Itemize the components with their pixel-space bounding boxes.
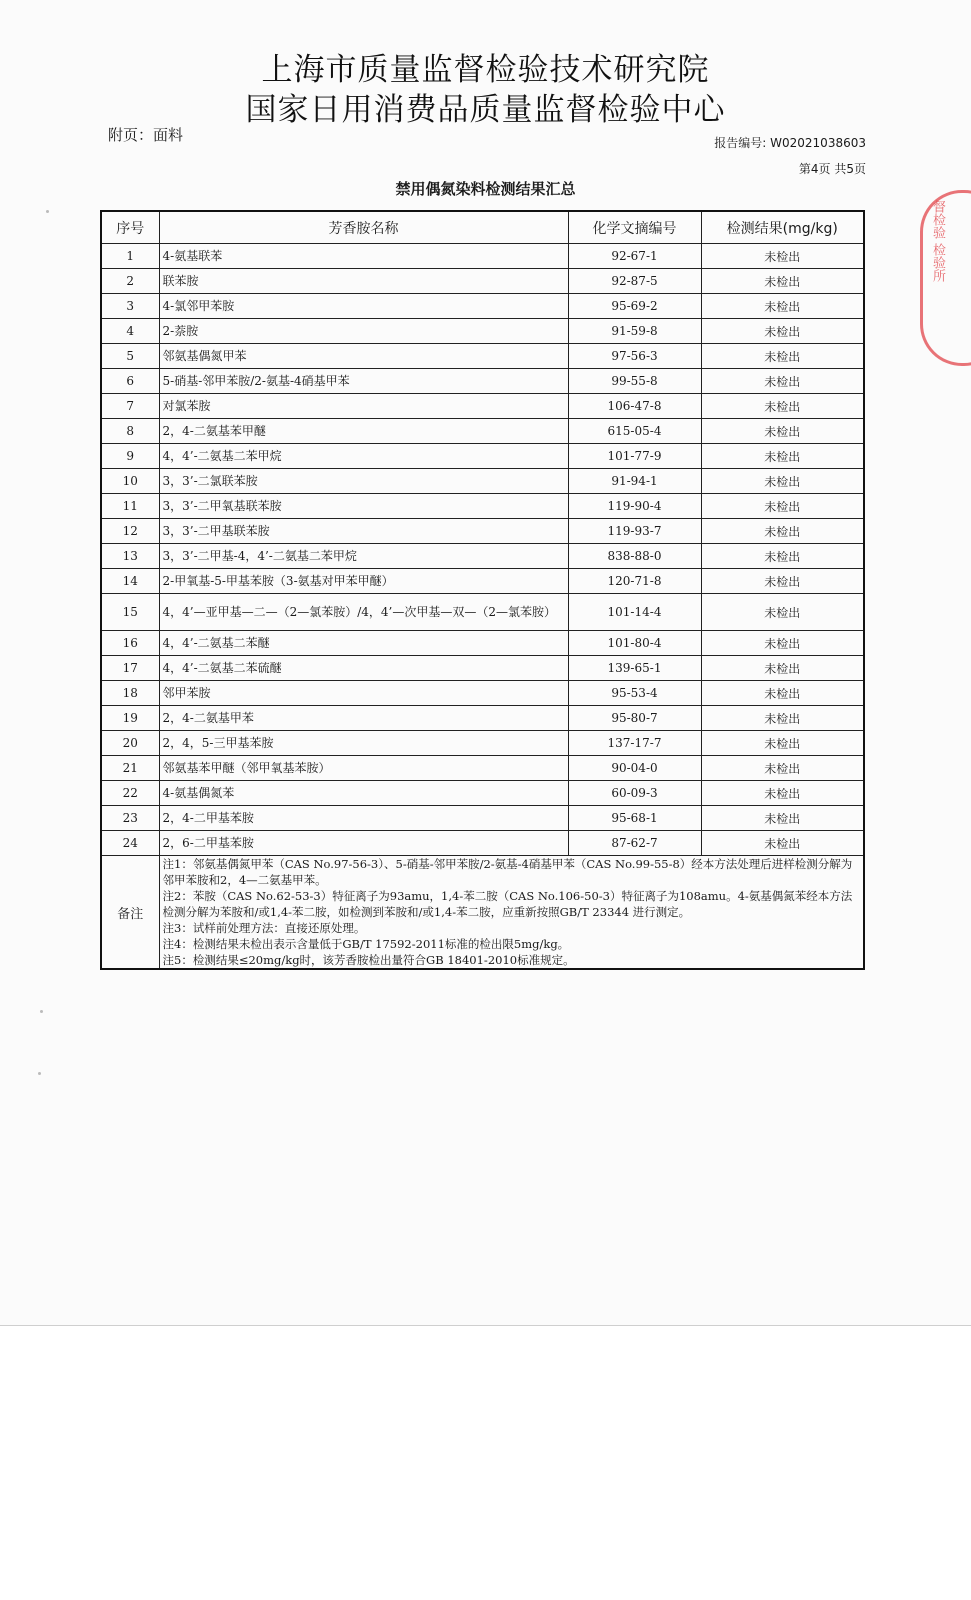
row-no: 10	[101, 469, 159, 494]
amine-name: 4，4’-二氨基二苯甲烷	[159, 444, 568, 469]
row-no: 15	[101, 594, 159, 631]
note-2: 注2：苯胺（CAS No.62-53-3）特征离子为93amu，1,4-苯二胺（CAS No.106-50-3）特征离子为108amu。4-氨基偶氮苯经本方法检测分解为苯胺和/或1,4-苯二胺，如检测到苯胺和/或1,4-苯二胺，应重新按照GB/T 23344 进行测定。	[162, 889, 853, 919]
note-5: 注5：检测结果≤20mg/kg时，该芳香胺检出量符合GB 18401-2010标准规定。	[162, 953, 575, 967]
column-header-cas: 化学文摘编号	[568, 211, 701, 244]
cas-number: 106-47-8	[568, 394, 701, 419]
scan-speck	[38, 1072, 41, 1075]
table-row	[101, 756, 864, 781]
results-table	[100, 210, 865, 970]
scan-speck	[40, 1010, 43, 1013]
row-no: 18	[101, 681, 159, 706]
table-row	[101, 269, 864, 294]
amine-name: 2，6-二甲基苯胺	[159, 831, 568, 856]
cas-number: 137-17-7	[568, 731, 701, 756]
row-no: 16	[101, 631, 159, 656]
test-result: 未检出	[701, 706, 864, 731]
notes-label: 备注	[101, 856, 159, 970]
row-no: 21	[101, 756, 159, 781]
institute-title: 上海市质量监督检验技术研究院	[261, 52, 710, 88]
cas-number: 92-87-5	[568, 269, 701, 294]
cas-number: 60-09-3	[568, 781, 701, 806]
center-title: 国家日用消费品质量监督检验中心	[245, 92, 726, 128]
cas-number: 615-05-4	[568, 419, 701, 444]
cas-number: 95-80-7	[568, 706, 701, 731]
test-result: 未检出	[701, 806, 864, 831]
row-no: 14	[101, 569, 159, 594]
test-result: 未检出	[701, 544, 864, 569]
row-no: 9	[101, 444, 159, 469]
test-result: 未检出	[701, 781, 864, 806]
row-no: 1	[101, 244, 159, 269]
amine-name: 4，4’-二氨基二苯硫醚	[159, 656, 568, 681]
cas-number: 95-68-1	[568, 806, 701, 831]
row-no: 20	[101, 731, 159, 756]
cas-number: 838-88-0	[568, 544, 701, 569]
row-no: 22	[101, 781, 159, 806]
page-number: 第4页 共5页	[798, 162, 866, 176]
test-result: 未检出	[701, 469, 864, 494]
table-row	[101, 369, 864, 394]
cas-number: 101-77-9	[568, 444, 701, 469]
table-row	[101, 469, 864, 494]
cas-number: 139-65-1	[568, 656, 701, 681]
cas-number: 87-62-7	[568, 831, 701, 856]
test-result: 未检出	[701, 294, 864, 319]
column-header-no: 序号	[101, 211, 159, 244]
amine-name: 3，3’-二氯联苯胺	[159, 469, 568, 494]
cas-number: 91-94-1	[568, 469, 701, 494]
row-no: 2	[101, 269, 159, 294]
row-no: 3	[101, 294, 159, 319]
test-result: 未检出	[701, 369, 864, 394]
test-result: 未检出	[701, 831, 864, 856]
row-no: 12	[101, 519, 159, 544]
row-no: 17	[101, 656, 159, 681]
table-row	[101, 244, 864, 269]
row-no: 7	[101, 394, 159, 419]
row-no: 4	[101, 319, 159, 344]
test-result: 未检出	[701, 394, 864, 419]
cas-number: 119-93-7	[568, 519, 701, 544]
row-no: 11	[101, 494, 159, 519]
row-no: 5	[101, 344, 159, 369]
row-no: 23	[101, 806, 159, 831]
table-row	[101, 444, 864, 469]
amine-name: 4-氨基联苯	[159, 244, 568, 269]
table-header-row	[101, 211, 864, 244]
table-row	[101, 419, 864, 444]
cas-number: 95-53-4	[568, 681, 701, 706]
cas-number: 119-90-4	[568, 494, 701, 519]
seal-text: 督检验 检验所	[930, 200, 945, 283]
amine-name: 邻甲苯胺	[159, 681, 568, 706]
amine-name: 4，4’-二氨基二苯醚	[159, 631, 568, 656]
cas-number: 101-14-4	[568, 594, 701, 631]
cas-number: 99-55-8	[568, 369, 701, 394]
report-number: 报告编号: W02021038603	[714, 136, 866, 150]
table-title: 禁用偶氮染料检测结果汇总	[395, 180, 576, 198]
table-row	[101, 494, 864, 519]
table-row	[101, 519, 864, 544]
table-row	[101, 344, 864, 369]
column-header-name: 芳香胺名称	[159, 211, 568, 244]
row-no: 13	[101, 544, 159, 569]
amine-name: 2，4-二氨基甲苯	[159, 706, 568, 731]
test-result: 未检出	[701, 681, 864, 706]
amine-name: 2-萘胺	[159, 319, 568, 344]
amine-name: 4-氨基偶氮苯	[159, 781, 568, 806]
test-result: 未检出	[701, 631, 864, 656]
table-row	[101, 656, 864, 681]
table-row	[101, 831, 864, 856]
amine-name: 2-甲氧基-5-甲基苯胺（3-氨基对甲苯甲醚）	[159, 569, 568, 594]
table-row	[101, 294, 864, 319]
test-result: 未检出	[701, 244, 864, 269]
test-result: 未检出	[701, 594, 864, 631]
notes-row	[101, 856, 864, 970]
cas-number: 101-80-4	[568, 631, 701, 656]
amine-name: 4-氯邻甲苯胺	[159, 294, 568, 319]
amine-name: 3，3’-二甲基-4，4’-二氨基二苯甲烷	[159, 544, 568, 569]
amine-name: 2，4-二甲基苯胺	[159, 806, 568, 831]
amine-name: 2，4，5-三甲基苯胺	[159, 731, 568, 756]
table-row	[101, 544, 864, 569]
table-row	[101, 731, 864, 756]
table-row	[101, 594, 864, 631]
amine-name: 邻氨基苯甲醚（邻甲氧基苯胺）	[159, 756, 568, 781]
cas-number: 92-67-1	[568, 244, 701, 269]
table-row	[101, 681, 864, 706]
amine-name: 联苯胺	[159, 269, 568, 294]
scan-speck	[46, 210, 49, 213]
amine-name: 对氯苯胺	[159, 394, 568, 419]
table-row	[101, 806, 864, 831]
test-result: 未检出	[701, 731, 864, 756]
table-row	[101, 569, 864, 594]
cas-number: 91-59-8	[568, 319, 701, 344]
row-no: 19	[101, 706, 159, 731]
test-result: 未检出	[701, 319, 864, 344]
table-row	[101, 781, 864, 806]
amine-name: 4，4’—亚甲基—二—（2—氯苯胺）/4，4’—次甲基—双—（2—氯苯胺）	[159, 594, 568, 631]
test-result: 未检出	[701, 756, 864, 781]
test-result: 未检出	[701, 419, 864, 444]
notes-cell	[159, 856, 864, 970]
row-no: 6	[101, 369, 159, 394]
note-4: 注4：检测结果未检出表示含量低于GB/T 17592-2011标准的检出限5mg/kg。	[162, 937, 570, 951]
test-result: 未检出	[701, 344, 864, 369]
test-result: 未检出	[701, 569, 864, 594]
note-1: 注1：邻氨基偶氮甲苯（CAS No.97-56-3）、5-硝基-邻甲苯胺/2-氨基-4硝基甲苯（CAS No.99-55-8）经本方法处理后进样检测分解为邻甲苯胺和2，4—二氨基甲苯。	[162, 857, 853, 887]
column-header-result: 检测结果(mg/kg)	[701, 211, 864, 244]
cas-number: 90-04-0	[568, 756, 701, 781]
amine-name: 3，3’-二甲基联苯胺	[159, 519, 568, 544]
appendix-label: 附页：面料	[108, 126, 184, 144]
amine-name: 5-硝基-邻甲苯胺/2-氨基-4硝基甲苯	[159, 369, 568, 394]
test-result: 未检出	[701, 444, 864, 469]
note-3: 注3：试样前处理方法：直接还原处理。	[162, 921, 366, 935]
test-result: 未检出	[701, 494, 864, 519]
row-no: 24	[101, 831, 159, 856]
table-row	[101, 319, 864, 344]
amine-name: 3，3’-二甲氧基联苯胺	[159, 494, 568, 519]
amine-name: 邻氨基偶氮甲苯	[159, 344, 568, 369]
test-result: 未检出	[701, 269, 864, 294]
table-row	[101, 631, 864, 656]
table-row	[101, 394, 864, 419]
cas-number: 95-69-2	[568, 294, 701, 319]
amine-name: 2，4-二氨基苯甲醚	[159, 419, 568, 444]
table-row	[101, 706, 864, 731]
test-result: 未检出	[701, 656, 864, 681]
row-no: 8	[101, 419, 159, 444]
cas-number: 97-56-3	[568, 344, 701, 369]
page-edge	[0, 1325, 971, 1326]
test-result: 未检出	[701, 519, 864, 544]
cas-number: 120-71-8	[568, 569, 701, 594]
